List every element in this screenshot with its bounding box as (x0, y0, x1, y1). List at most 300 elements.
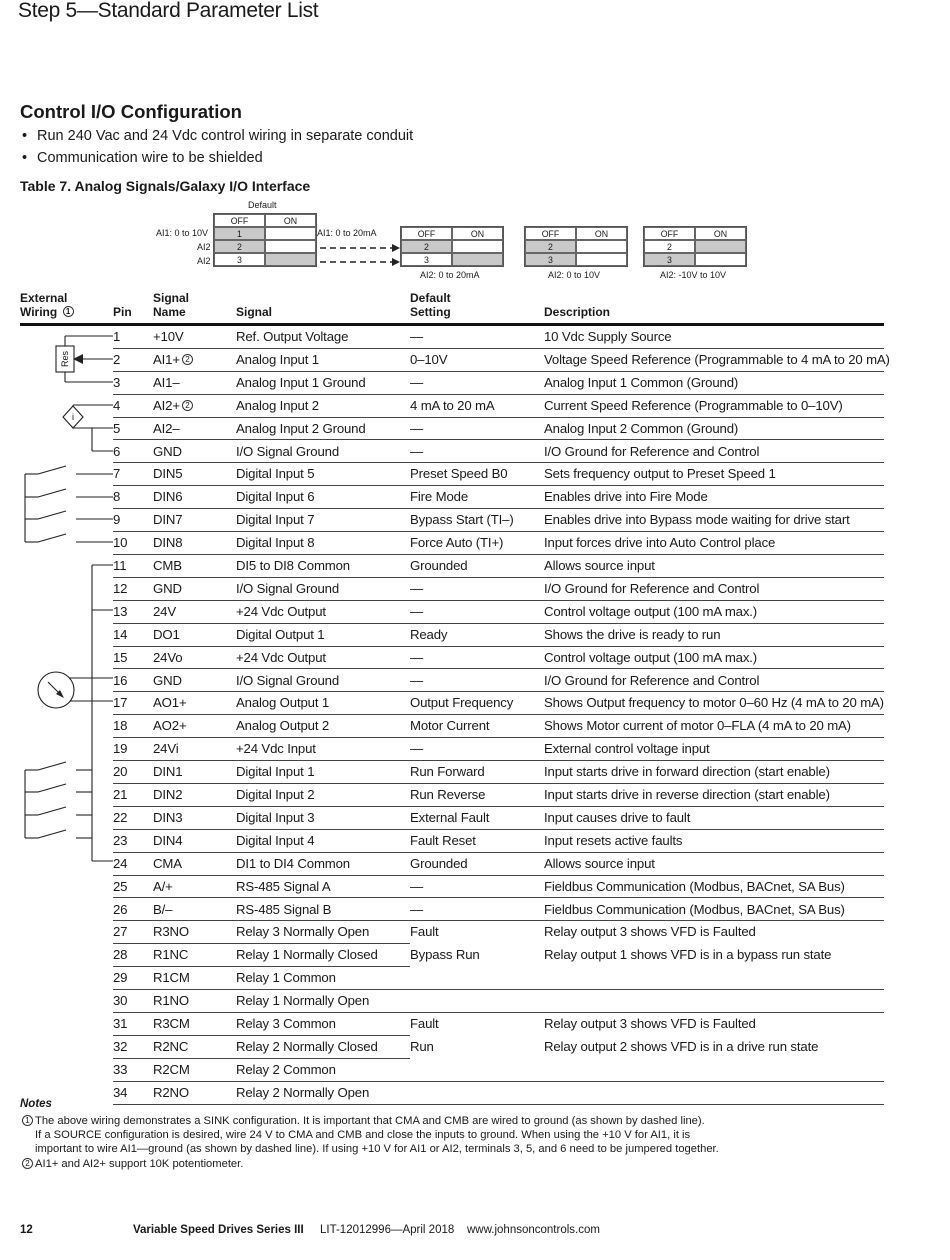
cell-name (153, 444, 182, 459)
cell-text: Bypass Run (410, 947, 480, 963)
header-signal: Signal (236, 305, 273, 319)
cell-signal (236, 741, 316, 756)
table-row (0, 784, 950, 807)
cell-signal (236, 650, 326, 665)
cell-text: 33 (113, 1061, 128, 1077)
cell-default (410, 902, 423, 917)
table-row (0, 1059, 950, 1082)
cell-signal (236, 352, 319, 367)
cell-text: Fire Mode (410, 489, 469, 505)
cell-default (410, 627, 447, 642)
bullet-item: • Communication wire to be shielded (22, 150, 263, 166)
cell-text: R1CM (153, 970, 190, 986)
cell-name (153, 352, 193, 367)
cell-text: 24Vo (153, 649, 183, 665)
footnote-mark: 1 (63, 306, 74, 317)
cell-pin (113, 970, 127, 985)
cell-name (153, 329, 184, 344)
cell-text: Grounded (410, 855, 468, 871)
off-header: OFF (525, 227, 576, 240)
cell-text: Run (410, 1038, 434, 1054)
cell-desc (544, 375, 738, 390)
cell-text: Relay 2 Common (236, 1061, 336, 1077)
cell-text: Ready (410, 626, 448, 642)
cell-text: External Fault (410, 809, 490, 825)
cell-signal (236, 375, 366, 390)
table-row (0, 967, 950, 990)
cell-text: Run Reverse (410, 787, 486, 802)
cell-signal (236, 856, 350, 871)
table-row (0, 807, 950, 830)
table-row (0, 738, 950, 761)
table-row (0, 486, 950, 509)
switch-left-label: AI2 (197, 256, 211, 266)
table-title: Table 7. Analog Signals/Galaxy I/O Interface (20, 178, 311, 194)
cell-text: DIN4 (153, 832, 183, 848)
cell-text: AI2+ (153, 397, 180, 413)
cell-text: Digital Input 1 (236, 764, 315, 780)
cell-text: Control voltage output (100 mA max.) (544, 649, 758, 665)
cell-text: 24 (113, 855, 128, 871)
cell-default (410, 833, 476, 848)
cell-default (410, 329, 423, 344)
cell-text: Enables drive into Bypass mode waiting for drive start (544, 512, 850, 528)
cell-text: +24 Vdc Output (236, 649, 326, 665)
cell-text: Analog Input 1 Ground (236, 374, 366, 390)
cell-text: AI1+ (153, 351, 180, 367)
cell-pin (113, 1016, 127, 1031)
cell-text: Analog Input 2 Common (Ground) (544, 420, 739, 436)
cell-text: AO1+ (153, 695, 187, 711)
cell-name (153, 1016, 190, 1031)
note-1-line: If a SOURCE configuration is desired, wire 24 V to CMA and CMB and close the inputs to ground. When using the +10 V for AI1, it is (35, 1129, 691, 1141)
note-1-line: important to wire AI1—ground (as shown by dashed line). If using +10 V for AI1 or AI2, terminals 3, 5, and 6 need to be jumpered together. (35, 1143, 719, 1155)
cell-text: DIN3 (153, 809, 183, 825)
cell-signal (236, 902, 331, 917)
switch-left-label: AI2 (197, 242, 211, 252)
header-pin: Pin (113, 305, 132, 319)
cell-text: — (410, 649, 424, 665)
cell-name (153, 764, 182, 779)
cell-text: A/+ (153, 878, 173, 894)
cell-signal (236, 787, 314, 802)
cell-text: Digital Input 7 (236, 512, 315, 528)
cell-text: Bypass Start (TI–) (410, 512, 514, 528)
notes-title: Notes (20, 1098, 52, 1110)
cell-default (410, 695, 513, 710)
cell-text: 4 (113, 397, 121, 413)
cell-text: R2NC (153, 1038, 189, 1054)
cell-text: Relay 3 Normally Open (236, 924, 370, 940)
cell-text: Digital Input 2 (236, 787, 315, 802)
table-row (0, 899, 950, 922)
cell-text: 7 (113, 466, 121, 482)
table-row (0, 463, 950, 486)
cell-signal (236, 558, 350, 573)
cell-text: 18 (113, 718, 128, 734)
cell-name (153, 741, 179, 756)
cell-text: — (410, 580, 424, 596)
cell-default (410, 581, 423, 596)
cell-text: 24Vi (153, 741, 179, 757)
switch-caption: AI2: 0 to 20mA (420, 270, 480, 280)
cell-desc (544, 329, 672, 344)
cell-text: Shows Output frequency to motor 0–60 Hz (4 mA to 20 mA) (544, 695, 884, 711)
table-row (0, 761, 950, 784)
cell-text: DIN6 (153, 489, 183, 505)
cell-signal (236, 970, 336, 985)
table-row (0, 624, 950, 647)
cell-text: Digital Input 5 (236, 466, 315, 482)
cell-text: External control voltage input (544, 741, 710, 757)
header-external: External (20, 291, 68, 305)
cell-signal (236, 535, 314, 550)
table-row (0, 670, 950, 693)
cell-name (153, 787, 182, 802)
cell-text: I/O Signal Ground (236, 580, 340, 596)
cell-text: 34 (113, 1084, 128, 1100)
cell-text: — (410, 878, 424, 894)
cell-name (153, 627, 180, 642)
cell-desc (544, 650, 757, 665)
cell-desc (544, 810, 690, 825)
cell-text: Fault (410, 1016, 439, 1031)
on-header: ON (576, 227, 627, 240)
cell-text: 21 (113, 787, 128, 802)
cell-default (410, 718, 489, 733)
cell-name (153, 558, 182, 573)
cell-text: Fieldbus Communication (Modbus, BACnet, SA Bus) (544, 901, 845, 917)
cell-text: RS-485 Signal B (236, 901, 332, 917)
cell-name (153, 673, 182, 688)
cell-text: 15 (113, 649, 128, 665)
cell-text: AO2+ (153, 718, 187, 734)
cell-name (153, 993, 189, 1008)
cell-desc (544, 444, 759, 459)
cell-text: GND (153, 580, 182, 596)
section-title: Control I/O Configuration (20, 101, 242, 122)
cell-pin (113, 1039, 127, 1054)
cell-text: Allows source input (544, 855, 655, 871)
cell-text: Analog Input 2 Ground (236, 420, 366, 436)
cell-signal (236, 924, 369, 939)
cell-text: R1NO (153, 993, 190, 1009)
cell-name (153, 810, 182, 825)
table-row (0, 395, 950, 418)
cell-text: 29 (113, 970, 128, 986)
cell-text: Relay 1 Normally Closed (236, 947, 378, 963)
cell-name (153, 1039, 188, 1054)
cell-text: Fault (410, 924, 439, 940)
cell-text: I/O Signal Ground (236, 672, 340, 688)
resistor-label: Res (60, 350, 70, 368)
cell-signal (236, 398, 319, 413)
cell-default (410, 535, 503, 550)
cell-name (153, 466, 182, 481)
cell-pin (113, 1085, 127, 1100)
cell-desc (544, 558, 655, 573)
cell-signal (236, 993, 369, 1008)
cell-text: Preset Speed B0 (410, 466, 508, 482)
cell-desc (544, 581, 759, 596)
cell-text: R3NO (153, 924, 190, 940)
off-header: OFF (401, 227, 452, 240)
cell-desc (544, 718, 851, 733)
cell-text: Analog Input 2 (236, 397, 319, 413)
on-header: ON (452, 227, 503, 240)
cell-text: 30 (113, 993, 128, 1009)
cell-signal (236, 444, 339, 459)
cell-default (410, 924, 439, 939)
cell-text: 27 (113, 924, 128, 940)
cell-desc (544, 1039, 818, 1054)
cell-default (410, 352, 447, 367)
cell-text: Control voltage output (100 mA max.) (544, 603, 758, 619)
table-row (0, 944, 950, 967)
table-row (0, 830, 950, 853)
cell-text: CMB (153, 558, 182, 573)
switch-empty (576, 240, 627, 253)
cell-text: Fault Reset (410, 832, 476, 848)
header-signal-name-1: Signal (153, 291, 190, 305)
cell-default (410, 444, 423, 459)
page-header-title: Step 5—Standard Parameter List (18, 0, 319, 22)
cell-text: 6 (113, 443, 121, 459)
cell-default (410, 947, 480, 962)
cell-text: Grounded (410, 558, 468, 573)
cell-default (410, 512, 514, 527)
cell-text: R1NC (153, 947, 189, 963)
bullet-item: • Run 240 Vac and 24 Vdc control wiring in separate conduit (22, 128, 413, 144)
footnote-mark: 1 (22, 1115, 33, 1126)
table-row (0, 876, 950, 899)
cell-text: 20 (113, 764, 128, 780)
cell-text: I/O Ground for Reference and Control (544, 672, 760, 688)
table-row (0, 441, 950, 464)
table-row (0, 1082, 950, 1105)
table-row (0, 853, 950, 876)
cell-text: +10V (153, 329, 184, 344)
header-description: Description (544, 305, 611, 319)
cell-desc (544, 604, 757, 619)
cell-text: 12 (113, 580, 128, 596)
cell-text: — (410, 741, 424, 757)
cell-text: DI5 to DI8 Common (236, 558, 350, 573)
cell-text: Relay 2 Normally Open (236, 1084, 370, 1100)
cell-name (153, 1062, 190, 1077)
cell-text: Shows Motor current of motor 0–FLA (4 mA to 20 mA) (544, 718, 851, 734)
cell-signal (236, 718, 329, 733)
cell-text: Analog Input 1 (236, 351, 319, 367)
cell-text: DIN1 (153, 764, 183, 780)
cell-text: Relay 1 Normally Open (236, 993, 370, 1009)
off-header: OFF (214, 214, 265, 227)
cell-name (153, 375, 180, 390)
cell-text: Voltage Speed Reference (Programmable to 4 mA to 20 mA) (544, 351, 890, 367)
cell-default (410, 650, 423, 665)
cell-text: 25 (113, 878, 128, 894)
on-header: ON (265, 214, 316, 227)
cell-name (153, 398, 193, 413)
switch-caption: AI2: -10V to 10V (660, 270, 727, 280)
cell-text: Analog Input 1 Common (Ground) (544, 374, 739, 390)
cell-signal (236, 512, 314, 527)
cell-text: DIN5 (153, 466, 183, 482)
cell-desc (544, 856, 655, 871)
table-row (0, 532, 950, 555)
cell-text: 28 (113, 947, 128, 963)
cell-pin (113, 902, 127, 917)
cell-signal (236, 879, 331, 894)
switch-empty (265, 240, 316, 253)
note-marker-1 (20, 1115, 33, 1128)
cell-default (410, 558, 467, 573)
switch-block-10v (524, 226, 628, 267)
cell-text: Digital Input 3 (236, 809, 315, 825)
cell-default (410, 764, 485, 779)
cell-desc (544, 924, 756, 939)
cell-signal (236, 833, 314, 848)
cell-text: — (410, 443, 424, 459)
header-default-1: Default (410, 291, 451, 305)
arrow-label: AI1: 0 to 20mA (317, 228, 377, 238)
cell-text: — (410, 420, 424, 436)
cell-text: Relay output 2 shows VFD is in a drive run state (544, 1038, 819, 1054)
cell-text: Ref. Output Voltage (236, 329, 349, 344)
on-header: ON (695, 227, 746, 240)
cell-desc (544, 627, 720, 642)
cell-text: R3CM (153, 1016, 190, 1031)
switch-pos: 3 (214, 253, 265, 266)
cell-name (153, 581, 182, 596)
default-label: Default (248, 200, 277, 210)
cell-text: CMA (153, 855, 182, 871)
cell-default (410, 398, 495, 413)
cell-text: AI1– (153, 374, 180, 390)
table-row (0, 418, 950, 441)
switch-empty (576, 253, 627, 266)
note-marker-2 (20, 1158, 33, 1171)
cell-default (410, 1016, 439, 1031)
cell-text: R2CM (153, 1061, 190, 1077)
cell-signal (236, 466, 314, 481)
cell-text: Motor Current (410, 718, 490, 734)
cell-text: Shows the drive is ready to run (544, 626, 721, 642)
footnote-mark: 2 (182, 354, 193, 365)
header-wiring-text: Wiring (20, 305, 58, 319)
cell-text: — (410, 329, 424, 344)
cell-signal (236, 421, 366, 436)
cell-signal (236, 604, 326, 619)
switch-empty (265, 253, 316, 266)
switch-empty (452, 253, 503, 266)
cell-name (153, 718, 187, 733)
cell-name (153, 695, 187, 710)
cell-text: R2NO (153, 1084, 190, 1100)
switch-empty (695, 253, 746, 266)
switch-pos: 2 (525, 240, 576, 253)
cell-text: 5 (113, 420, 121, 436)
cell-desc (544, 833, 682, 848)
table-row (0, 1013, 950, 1036)
cell-signal (236, 1085, 369, 1100)
cell-name (153, 924, 189, 939)
cell-text: — (410, 603, 424, 619)
cell-name (153, 1085, 189, 1100)
cell-text: 22 (113, 809, 128, 825)
table-row (0, 1036, 950, 1059)
table-row (0, 349, 950, 372)
table-row (0, 647, 950, 670)
cell-name (153, 947, 188, 962)
cell-desc (544, 535, 775, 550)
cell-signal (236, 329, 348, 344)
table-row (0, 601, 950, 624)
footnote-mark: 2 (182, 400, 193, 411)
switch-caption: AI2: 0 to 10V (548, 270, 601, 280)
cell-text: Fieldbus Communication (Modbus, BACnet, SA Bus) (544, 878, 845, 894)
cell-text: Input starts drive in reverse direction (start enable) (544, 787, 830, 802)
cell-text: Output Frequency (410, 695, 514, 711)
cell-text: 19 (113, 741, 128, 757)
cell-text: Input starts drive in forward direction (start enable) (544, 764, 830, 780)
cell-text: Digital Input 4 (236, 832, 315, 848)
cell-text: 13 (113, 603, 128, 619)
switch-pos: 1 (214, 227, 265, 240)
cell-default (410, 421, 423, 436)
cell-text: 14 (113, 626, 128, 642)
cell-text: GND (153, 443, 182, 459)
cell-name (153, 970, 190, 985)
cell-text: Run Forward (410, 764, 485, 780)
cell-text: Relay 3 Common (236, 1016, 336, 1031)
cell-text: 17 (113, 695, 128, 711)
cell-signal (236, 1062, 336, 1077)
cell-text: 3 (113, 374, 121, 390)
cell-signal (236, 581, 339, 596)
footer-doc-id: LIT-12012996—April 2018 (320, 1224, 455, 1236)
cell-desc (544, 673, 759, 688)
cell-name (153, 650, 182, 665)
cell-desc (544, 489, 708, 504)
cell-text: 32 (113, 1038, 128, 1054)
current-label: i (72, 412, 74, 422)
cell-name (153, 489, 182, 504)
cell-text: 2 (113, 351, 121, 367)
cell-text: 16 (113, 672, 128, 688)
cell-text: B/– (153, 901, 173, 917)
cell-desc (544, 421, 738, 436)
cell-name (153, 421, 180, 436)
cell-text: DO1 (153, 626, 180, 642)
header-default-2: Setting (410, 305, 451, 319)
cell-default (410, 787, 485, 802)
table-row (0, 990, 950, 1013)
cell-default (410, 1039, 434, 1054)
cell-text: 0–10V (410, 351, 448, 367)
cell-text: Analog Output 1 (236, 695, 330, 711)
cell-text: 1 (113, 329, 121, 344)
cell-signal (236, 947, 378, 962)
cell-text: Allows source input (544, 558, 655, 573)
cell-name (153, 879, 173, 894)
table-row (0, 578, 950, 601)
switch-block-bipolar (643, 226, 747, 267)
cell-signal (236, 673, 339, 688)
cell-signal (236, 764, 314, 779)
cell-default (410, 741, 423, 756)
cell-text: — (410, 374, 424, 390)
